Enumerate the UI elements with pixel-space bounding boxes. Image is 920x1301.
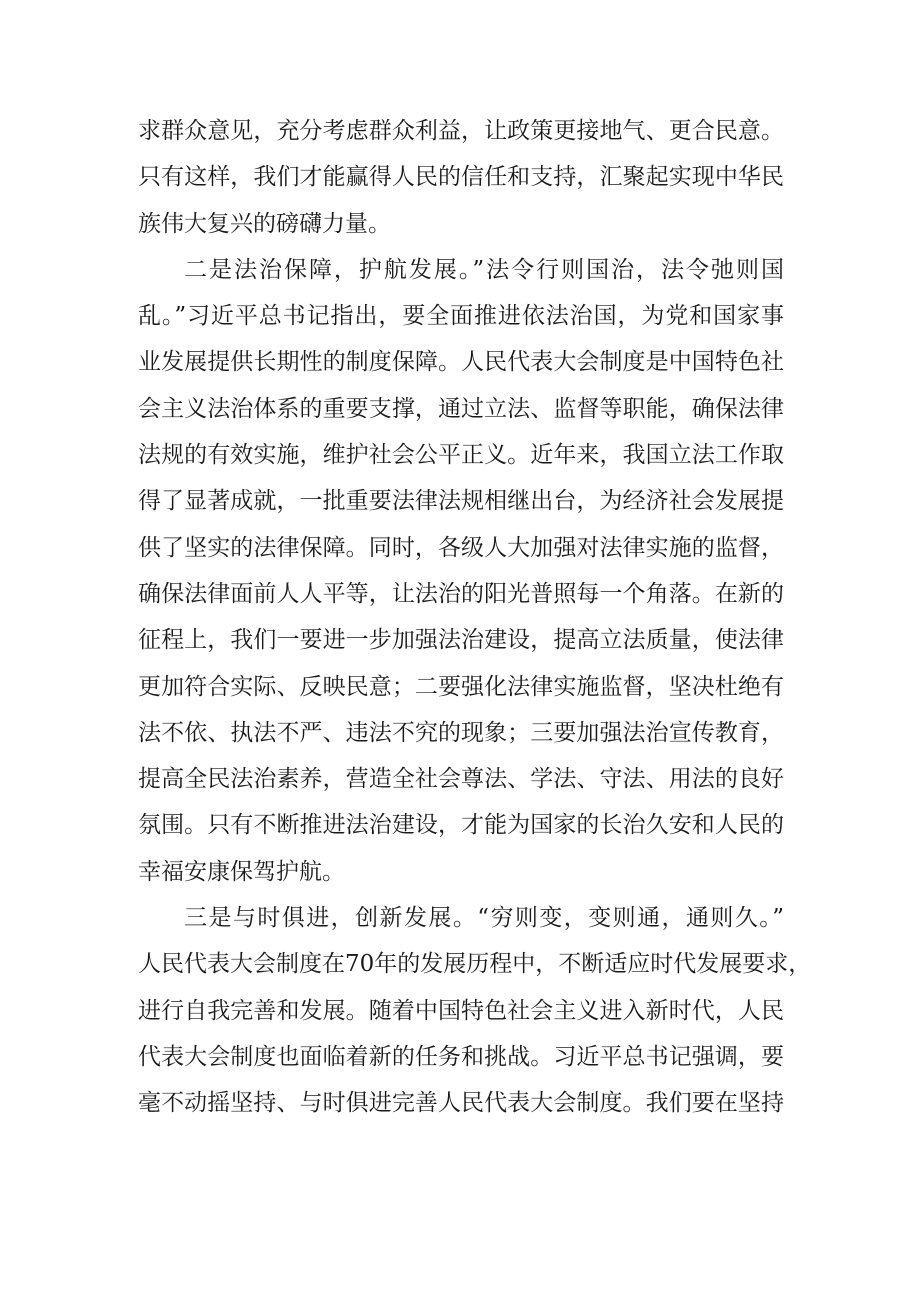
text-line: 征程上，我们一要进一步加强法治建设，提高立法质量，使法律 <box>138 627 784 654</box>
text-line: 提高全民法治素养，营造全社会尊法、学法、守法、用法的良好 <box>138 766 784 793</box>
text-line: 进行自我完善和发展。随着中国特色社会主义进入新时代，人民 <box>138 997 784 1024</box>
paragraph-1 <box>138 108 784 247</box>
text-line: 法不依、执法不严、违法不究的现象；三要加强法治宣传教育， <box>138 719 784 746</box>
text-line: 乱。”习近平总书记指出，要全面推进依法治国，为党和国家事 <box>138 303 784 330</box>
text-line: 只有这样，我们才能赢得人民的信任和支持，汇聚起实现中华民 <box>138 164 784 191</box>
text-line: 人民代表大会制度在70年的发展历程中，不断适应时代发展要求， <box>138 951 812 978</box>
text-line: 供了坚实的法律保障。同时，各级人大加强对法律实施的监督， <box>138 534 784 561</box>
document-body <box>138 108 812 1127</box>
text-line: 得了显著成就，一批重要法律法规相继出台，为经济社会发展提 <box>138 488 784 515</box>
text-line: 业发展提供长期性的制度保障。人民代表大会制度是中国特色社 <box>138 349 784 376</box>
text-line: 毫不动摇坚持、与时俱进完善人民代表大会制度。我们要在坚持 <box>138 1090 784 1117</box>
text-line: 求群众意见，充分考虑群众利益，让政策更接地气、更合民意。 <box>138 118 784 144</box>
text-line: 法规的有效实施，维护社会公平正义。近年来，我国立法工作取 <box>138 442 784 469</box>
text-line: 幸福安康保驾护航。 <box>138 858 345 885</box>
text-line: 确保法律面前人人平等，让法治的阳光普照每一个角落。在新的 <box>138 580 784 607</box>
text-line: 更加符合实际、反映民意；二要强化法律实施监督，坚决杜绝有 <box>138 673 784 700</box>
text-line: 会主义法治体系的重要支撑，通过立法、监督等职能，确保法律 <box>138 395 784 422</box>
text-line: 三是与时俱进，创新发展。“穷则变，变则通，通则久。” <box>184 905 784 932</box>
paragraph-2 <box>138 247 784 895</box>
text-line: 氛围。只有不断推进法治建设，才能为国家的长治久安和人民的 <box>138 812 784 839</box>
paragraph-3 <box>138 895 812 1126</box>
text-line: 代表大会制度也面临着新的任务和挑战。习近平总书记强调，要 <box>138 1043 784 1070</box>
text-line: 族伟大复兴的磅礴力量。 <box>138 210 391 237</box>
text-line: 二是法治保障，护航发展。”法令行则国治，法令弛则国 <box>184 256 784 283</box>
